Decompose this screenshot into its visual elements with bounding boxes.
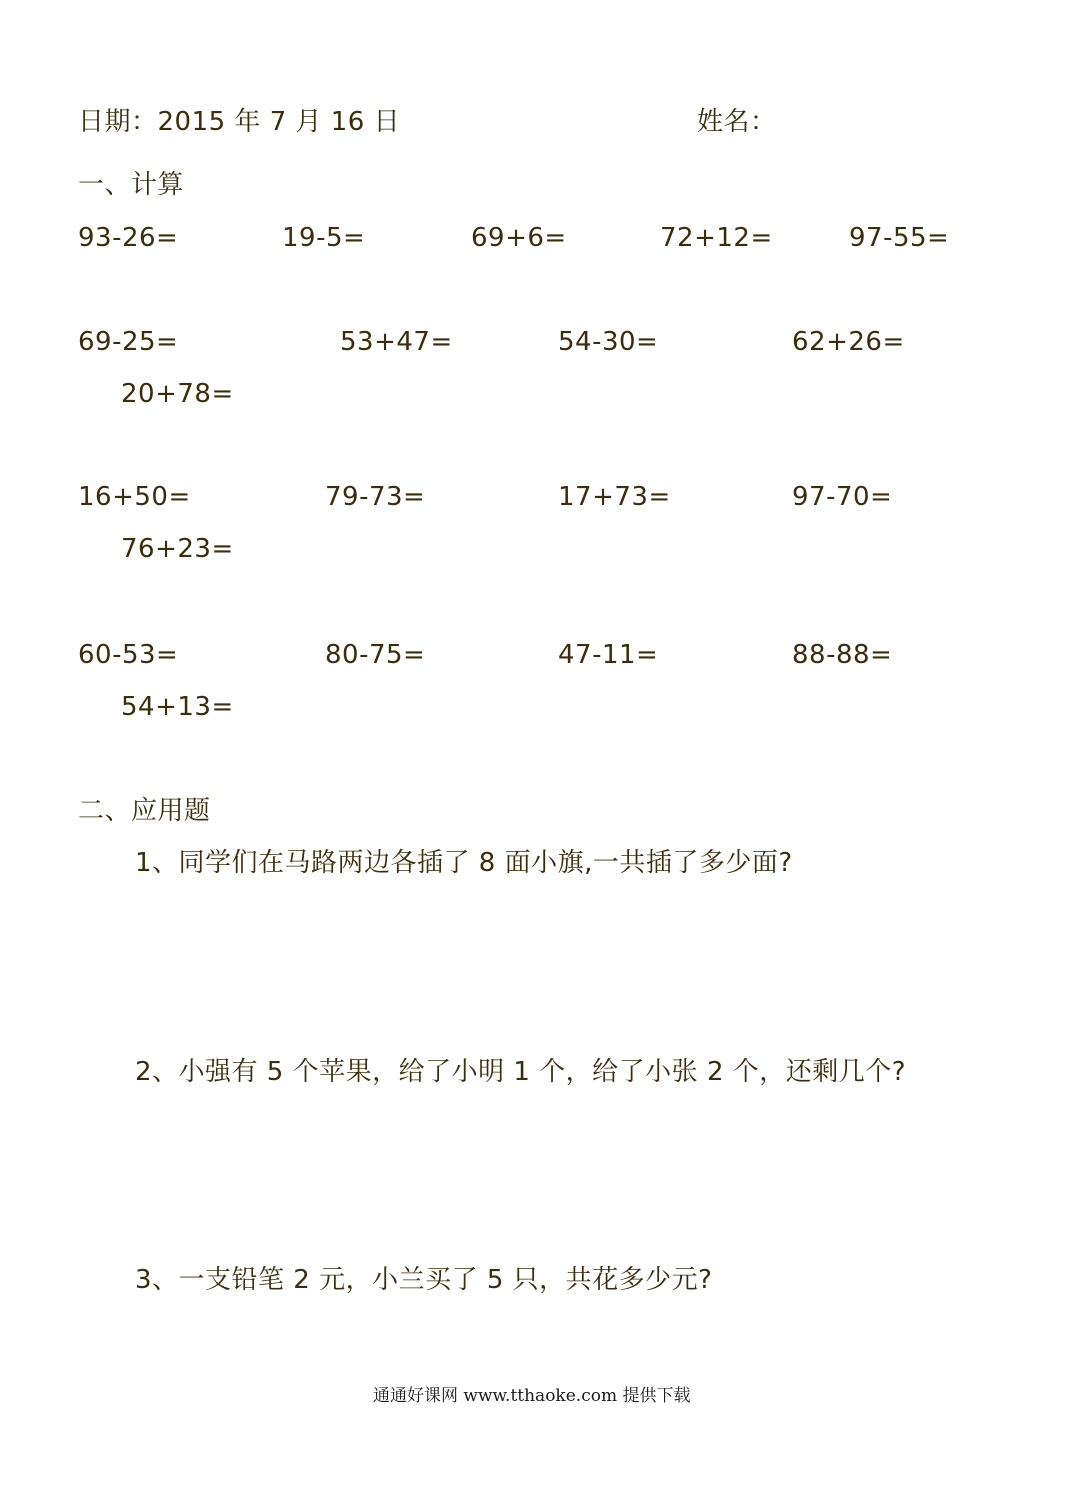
problem: 69-25= (78, 327, 179, 357)
problem: 62+26= (792, 327, 905, 357)
problem: 93-26= (78, 223, 179, 253)
problem: 79-73= (325, 482, 426, 512)
problem: 97-70= (792, 482, 893, 512)
problem: 72+12= (660, 223, 773, 253)
problem: 76+23= (121, 534, 234, 564)
section-title-word-problems: 二、应用题 (78, 796, 211, 826)
problem: 20+78= (121, 379, 234, 409)
problem: 60-53= (78, 640, 179, 670)
word-problem-3: 3、一支铅笔 2 元，小兰买了 5 只，共花多少元? (135, 1265, 713, 1295)
problem: 54-30= (558, 327, 659, 357)
problem: 80-75= (325, 640, 426, 670)
name-label: 姓名： (697, 107, 777, 137)
problem: 54+13= (121, 692, 234, 722)
problem: 53+47= (340, 327, 453, 357)
section-title-calculation: 一、计算 (78, 170, 185, 200)
date-label: 日期：2015 年 7 月 16 日 (78, 107, 401, 137)
problem: 69+6= (471, 223, 567, 253)
word-problem-2: 2、小强有 5 个苹果，给了小明 1 个，给了小张 2 个，还剩几个? (135, 1057, 907, 1087)
problem: 17+73= (558, 482, 671, 512)
problem: 97-55= (849, 223, 950, 253)
problem: 47-11= (558, 640, 659, 670)
problem: 88-88= (792, 640, 893, 670)
problem: 19-5= (282, 223, 366, 253)
word-problem-1: 1、同学们在马路两边各插了 8 面小旗,一共插了多少面? (135, 848, 793, 878)
footer-watermark: 通通好课网 www.tthaoke.com 提供下载 (373, 1386, 691, 1406)
problem: 16+50= (78, 482, 191, 512)
